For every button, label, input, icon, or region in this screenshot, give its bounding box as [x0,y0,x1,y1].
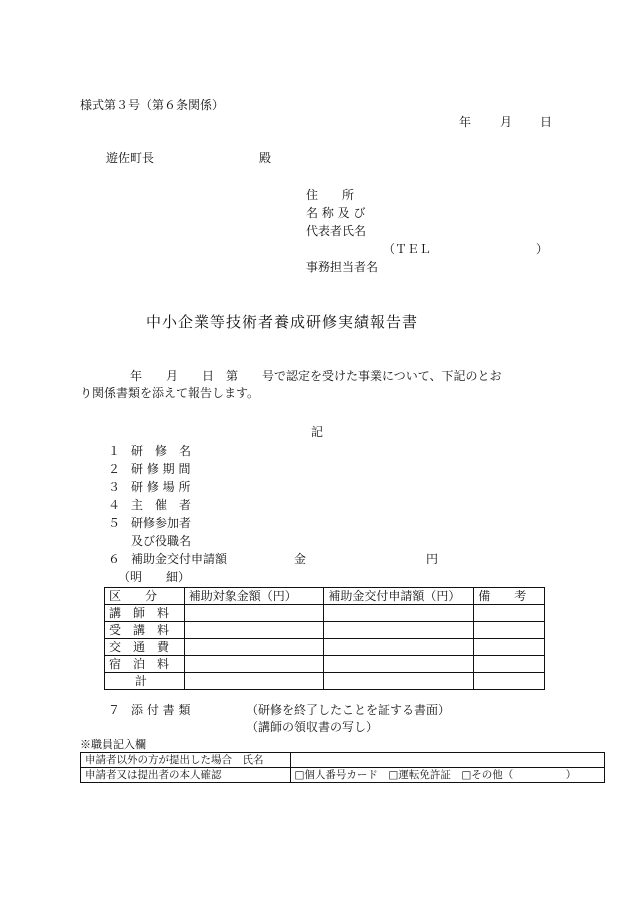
item-6-kin: 金 [294,552,307,566]
table-row [81,768,605,783]
cell-eligible[interactable] [184,673,324,690]
item-3-label: 研 修 場 所 [131,480,191,494]
body-line-2: り関係書類を添えて報告します。 [80,386,260,400]
header-subsidy-amount: 補助金交付申請額（円） [324,588,474,605]
item-4-label: 主 催 者 [131,498,192,512]
row-label-lodging-fee: 宿 泊 料 [105,656,185,673]
staff-row-2-value: □個人番号カード □運転免許証 □その他（ ） [290,768,604,783]
cell-eligible[interactable] [184,656,324,673]
attachment-line-1: （研修を終了したことを証する書面） [246,703,451,717]
item-5-label-1: 研修参加者 [131,516,192,530]
staff-row-2-label: 申請者又は提出者の本人確認 [81,768,291,783]
document-title: 中小企業等技術者養成研修実績報告書 [146,313,419,331]
cell-remarks[interactable] [474,673,545,690]
staff-heading: ※職員記入欄 [80,738,146,751]
row-label-instructor-fee: 講 師 料 [105,605,185,622]
item-1-number: １ [108,444,121,458]
cell-subsidy[interactable] [324,639,474,656]
contact-label: 事務担当者名 [306,260,379,274]
item-7-number: ７ [108,703,121,717]
cell-eligible[interactable] [184,605,324,622]
cell-remarks[interactable] [474,656,545,673]
item-1-label: 研 修 名 [131,444,192,458]
body-line-1: 年 月 日 第 号で認定を受けた事業について、下記のとお [130,369,502,383]
name-label-2: 代表者氏名 [306,224,367,238]
attachment-line-2: （講師の領収書の写し） [246,720,379,734]
item-3-number: ３ [108,480,121,494]
item-5-number: ５ [108,516,121,530]
table-row [105,622,545,639]
item-6-yen: 円 [426,552,439,566]
item-2-label: 研 修 期 間 [131,462,191,476]
name-label-1: 名 称 及 び [306,206,366,220]
table-row [105,673,545,690]
item-6-label: 補助金交付申請額 [131,552,228,566]
tel-label: （ＴＥＬ [383,242,432,256]
date-day: 日 [540,115,553,129]
cell-subsidy[interactable] [324,656,474,673]
meisai-label: （明 細） [118,570,191,584]
item-5-label-2: 及び役職名 [131,534,192,548]
cell-subsidy[interactable] [324,673,474,690]
breakdown-table [104,587,545,690]
cell-remarks[interactable] [474,639,545,656]
item-2-number: ２ [108,462,121,476]
staff-row-1-value[interactable] [290,753,604,768]
item-7-label: 添 付 書 類 [131,703,191,717]
addressee-name: 遊佐町長 [106,151,155,165]
staff-row-1-label: 申請者以外の方が提出した場合 氏名 [81,753,291,768]
row-label-transport-fee: 交 通 費 [105,639,185,656]
table-header-row [105,588,545,605]
item-4-number: ４ [108,498,121,512]
table-row [105,656,545,673]
form-number: 様式第３号（第６条関係） [80,98,225,112]
cell-remarks[interactable] [474,622,545,639]
header-category: 区 分 [105,588,185,605]
address-label: 住 所 [306,188,355,202]
row-label-total: 計 [105,673,185,690]
item-6-number: ６ [108,552,121,566]
cell-subsidy[interactable] [324,622,474,639]
cell-subsidy[interactable] [324,605,474,622]
row-label-tuition-fee: 受 講 料 [105,622,185,639]
staff-table [80,752,605,783]
cell-eligible[interactable] [184,639,324,656]
table-row [105,639,545,656]
table-row [105,605,545,622]
cell-remarks[interactable] [474,605,545,622]
date-year: 年 [459,115,472,129]
ki-label: 記 [311,425,324,439]
header-remarks: 備 考 [474,588,545,605]
addressee-honorific: 殿 [259,151,272,165]
header-eligible-amount: 補助対象金額（円） [184,588,324,605]
tel-close: ） [536,242,549,256]
cell-eligible[interactable] [184,622,324,639]
date-month: 月 [500,115,513,129]
table-row [81,753,605,768]
